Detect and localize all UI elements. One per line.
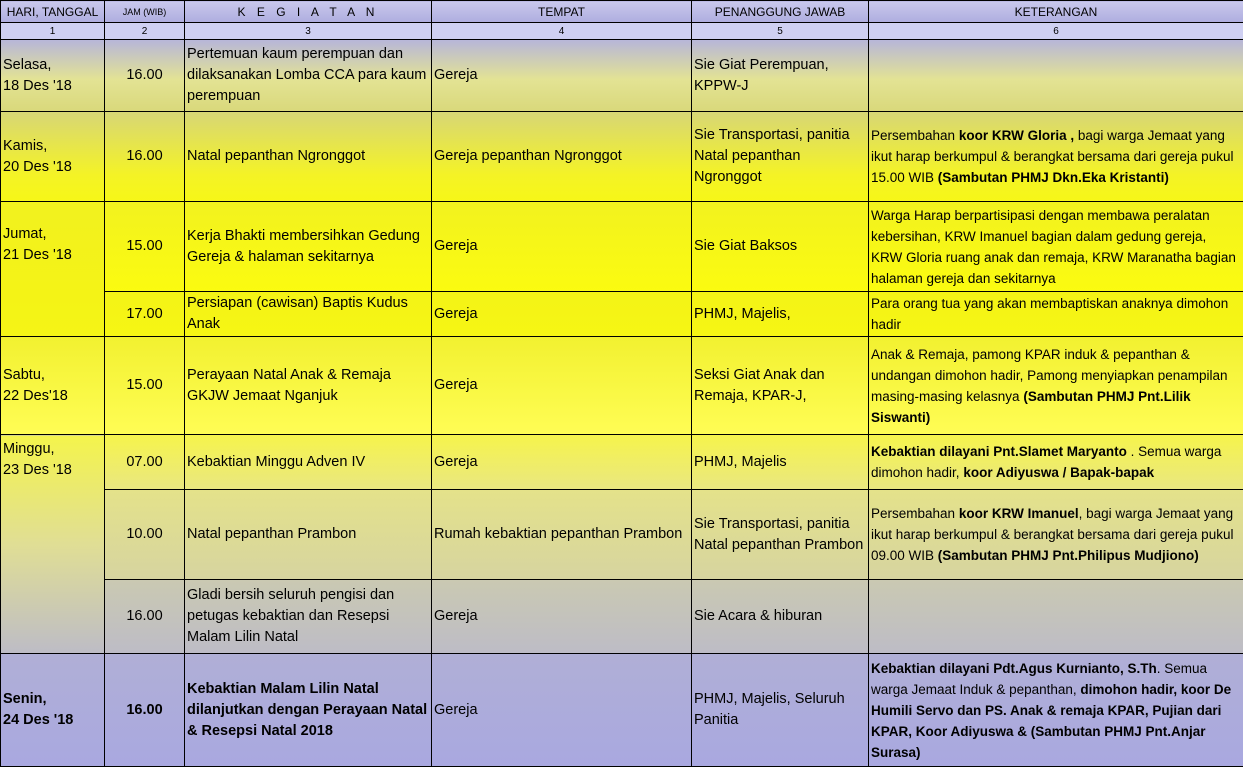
day-name: Kamis, [3, 137, 48, 154]
day-date: 23 Des '18 [3, 462, 72, 478]
notes-cell [869, 337, 1243, 435]
time-cell: 15.00 [105, 337, 185, 435]
notes-text: (Sambutan PHMJ Dkn.Eka Kristanti) [937, 170, 1169, 185]
place-cell: Gereja [432, 654, 692, 767]
day-date: 21 Des '18 [3, 247, 72, 263]
notes-cell [869, 435, 1243, 490]
place-cell: Gereja [432, 292, 692, 337]
header-row [1, 1, 1243, 23]
table-row [1, 112, 1243, 202]
day-cell [1, 435, 105, 654]
place-cell: Rumah kebaktian pepanthan Prambon [432, 490, 692, 580]
notes-text: dimohon hadir, koor De Humili Servo dan PS. Anak & remaja KPAR, Pujian dari KPAR, Koor Adiyuswa & (Sambutan PHMJ Pnt.Anjar Surasa) [871, 681, 1232, 760]
notes-text: koor KRW Imanuel [958, 506, 1079, 521]
day-date: 24 Des '18 [3, 712, 74, 728]
notes-text: Persembahan [871, 128, 959, 143]
time-cell: 16.00 [105, 40, 185, 112]
activity-cell: Pertemuan kaum perempuan dan dilaksanakan Lomba CCA para kaum perempuan [185, 40, 432, 112]
pic-cell: Sie Acara & hiburan [692, 580, 869, 654]
col-header-time: JAM (WIB) [105, 1, 185, 23]
notes-cell [869, 292, 1243, 337]
time-cell: 15.00 [105, 202, 185, 292]
notes-text: . Semua warga Jemaat Induk & pepanthan, [871, 660, 1208, 697]
col-number: 2 [105, 23, 185, 40]
notes-text: Warga Harap berpartisipasi dengan membawa peralatan kebersihan, KRW Imanuel bagian dalam gedung gereja, KRW Gloria ruang anak dan remaja, KRW Maranatha bagian halaman gereja dan sekitarnya [871, 207, 1236, 286]
notes-text: Anak & Remaja, pamong KPAR induk & pepanthan & undangan dimohon hadir, Pamong menyiapkan penampilan masing-masing kelasnya [871, 346, 1228, 404]
notes-text: bagi warga Jemaat yang ikut harap berkumpul & berangkat bersama dari gereja pukul 15.00 WIB [871, 128, 1234, 185]
day-name: Senin, [3, 691, 47, 707]
pic-cell: PHMJ, Majelis, [692, 292, 869, 337]
pic-cell: Sie Transportasi, panitia Natal pepanthan Ngronggot [692, 112, 869, 202]
day-date: 18 Des '18 [3, 77, 72, 94]
col-number: 1 [1, 23, 105, 40]
notes-cell [869, 202, 1243, 292]
pic-cell: Sie Transportasi, panitia Natal pepanthan Prambon [692, 490, 869, 580]
day-name: Sabtu, [3, 366, 45, 383]
pic-cell: Sie Giat Baksos [692, 202, 869, 292]
notes-cell [869, 490, 1243, 580]
time-cell: 07.00 [105, 435, 185, 490]
activity-cell: Perayaan Natal Anak & Remaja GKJW Jemaat Nganjuk [185, 337, 432, 435]
time-cell: 10.00 [105, 490, 185, 580]
col-number: 3 [185, 23, 432, 40]
activity-cell: Kerja Bhakti membersihkan Gedung Gereja & halaman sekitarnya [185, 202, 432, 292]
col-header-day: HARI, TANGGAL [1, 1, 105, 23]
place-cell: Gereja [432, 580, 692, 654]
col-header-activity: K E G I A T A N [185, 1, 432, 23]
time-cell: 17.00 [105, 292, 185, 337]
col-number: 4 [432, 23, 692, 40]
activity-cell: Natal pepanthan Prambon [185, 490, 432, 580]
activity-cell: Gladi bersih seluruh pengisi dan petugas kebaktian dan Resepsi Malam Lilin Natal [185, 580, 432, 654]
table-row [1, 202, 1243, 292]
activity-cell: Persiapan (cawisan) Baptis Kudus Anak [185, 292, 432, 337]
time-cell: 16.00 [105, 580, 185, 654]
notes-text: koor Adiyuswa / Bapak-bapak [963, 465, 1155, 480]
activity-cell: Natal pepanthan Ngronggot [185, 112, 432, 202]
day-date: 20 Des '18 [3, 158, 72, 175]
notes-cell [869, 112, 1243, 202]
notes-text: , bagi warga Jemaat yang ikut harap berkumpul & berangkat bersama dari gereja pukul 09.00 WIB [871, 506, 1234, 563]
day-date: 22 Des'18 [3, 387, 68, 404]
day-cell [1, 337, 105, 435]
pic-cell: Sie Giat Perempuan, KPPW-J [692, 40, 869, 112]
notes-text: Kebaktian dilayani Pdt.Agus Kurnianto, S.Th [871, 660, 1157, 676]
notes-text: . Semua warga dimohon hadir, [871, 444, 1222, 480]
column-number-row [1, 23, 1243, 40]
col-number: 5 [692, 23, 869, 40]
notes-text: Para orang tua yang akan membaptiskan anaknya dimohon hadir [871, 296, 1229, 332]
pic-cell: PHMJ, Majelis, Seluruh Panitia [692, 654, 869, 767]
place-cell: Gereja [432, 202, 692, 292]
activity-cell: Kebaktian Malam Lilin Natal dilanjutkan dengan Perayaan Natal & Resepsi Natal 2018 [185, 654, 432, 767]
notes-text: Kebaktian dilayani Pnt.Slamet Maryanto [871, 444, 1127, 459]
col-header-place: TEMPAT [432, 1, 692, 23]
notes-text: (Sambutan PHMJ Pnt.Philipus Mudjiono) [937, 548, 1199, 563]
table-row [1, 292, 1243, 337]
day-cell [1, 654, 105, 767]
day-name: Jumat, [3, 226, 47, 242]
notes-text: Persembahan [871, 506, 959, 521]
time-cell: 16.00 [105, 654, 185, 767]
day-name: Minggu, [3, 441, 55, 457]
table-row [1, 490, 1243, 580]
col-number: 6 [869, 23, 1243, 40]
notes-cell [869, 654, 1243, 767]
table-row [1, 654, 1243, 767]
notes-text: (Sambutan PHMJ Pnt.Lilik Siswanti) [871, 388, 1191, 425]
table-row [1, 435, 1243, 490]
table-row [1, 40, 1243, 112]
day-cell [1, 40, 105, 112]
place-cell: Gereja [432, 337, 692, 435]
day-cell [1, 202, 105, 337]
pic-cell: PHMJ, Majelis [692, 435, 869, 490]
col-header-notes: KETERANGAN [869, 1, 1243, 23]
day-cell [1, 112, 105, 202]
pic-cell: Seksi Giat Anak dan Remaja, KPAR-J, [692, 337, 869, 435]
place-cell: Gereja [432, 40, 692, 112]
notes-cell [869, 40, 1243, 112]
col-header-pic: PENANGGUNG JAWAB [692, 1, 869, 23]
table-row [1, 337, 1243, 435]
activity-cell: Kebaktian Minggu Adven IV [185, 435, 432, 490]
place-cell: Gereja [432, 435, 692, 490]
time-cell: 16.00 [105, 112, 185, 202]
place-cell: Gereja pepanthan Ngronggot [432, 112, 692, 202]
notes-text: koor KRW Gloria , [958, 128, 1075, 143]
day-name: Selasa, [3, 56, 52, 73]
notes-cell [869, 580, 1243, 654]
table-row [1, 580, 1243, 654]
